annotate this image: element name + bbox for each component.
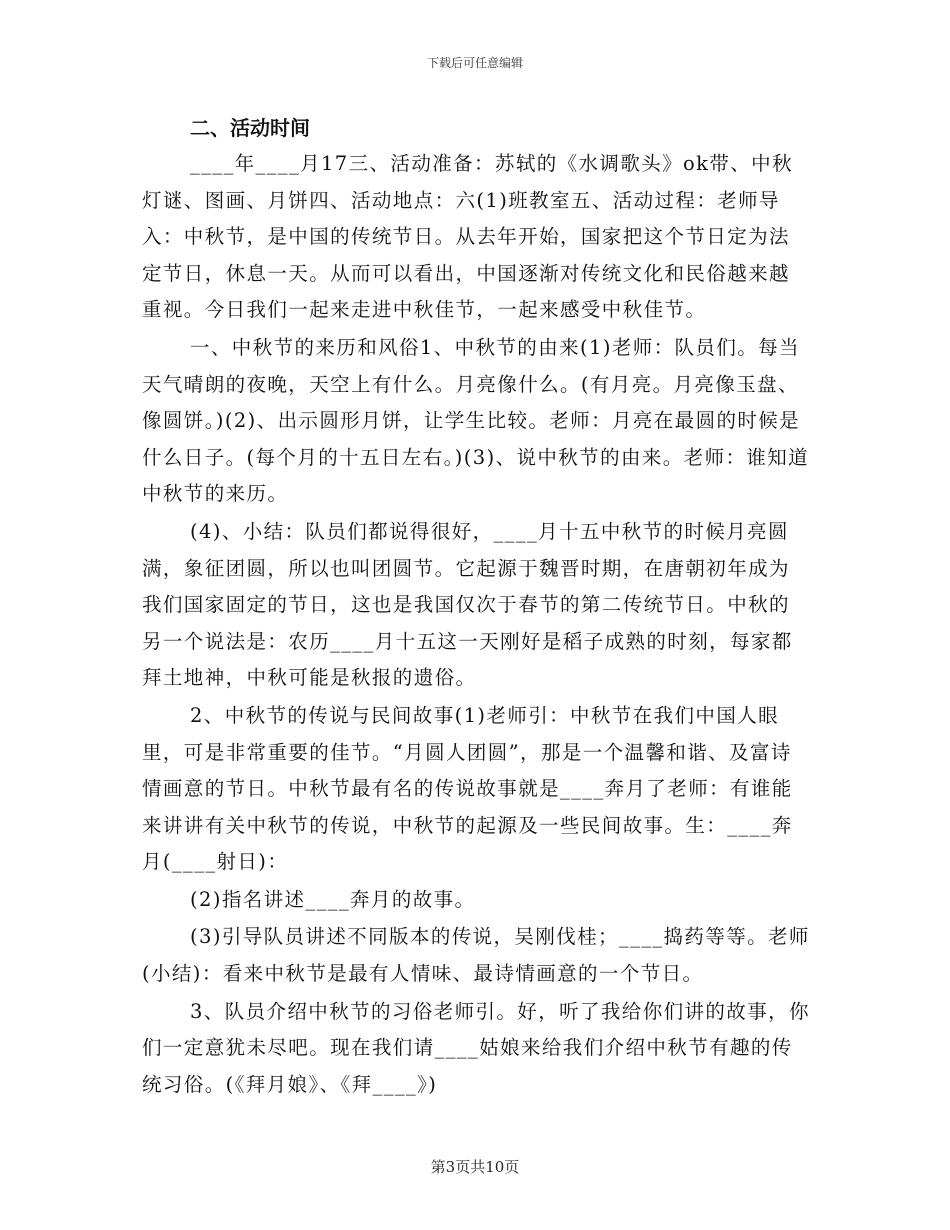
paragraph-activity-prep: ____年____月17三、活动准备：苏轼的《水调歌头》ok带、中秋灯谜、图画、月饼四、活动地点：六(1)班教室五、活动过程：老师导入：中秋节，是中国的传统节日。从去年开始，国家把这个节日定为法定节日，休息一天。从而可以看出，中国逐渐对传统文化和民俗越来越重视。今日我们一起来走进中秋佳节，一起来感受中秋佳节。 <box>142 152 793 322</box>
page-header-note: 下载后可任意编辑 <box>426 56 523 70</box>
paragraph-story-telling: (2)指名讲述____奔月的故事。 <box>190 887 476 911</box>
paragraph-versions: (3)引导队员讲述不同版本的传说，吴刚伐桂；____捣药等等。老师(小结)：看来中秋节是最有人情味、最诗情画意的一个节日。 <box>142 925 810 986</box>
document-body <box>142 110 810 1103</box>
page-number: 第3页共10页 <box>430 1158 520 1176</box>
paragraph-customs: 3、队员介绍中秋节的习俗老师引。好，听了我给你们讲的故事，你们一定意犹未尽吧。现在我们请____姑娘来给我们介绍中秋节有趣的传统习俗。(《拜月娘》、《拜____》) <box>142 999 810 1096</box>
paragraph-summary: (4)、小结：队员们都说得很好，____月十五中秋节的时候月亮圆满，象征团圆，所以也叫团圆节。它起源于魏晋时期，在唐朝初年成为我们国家固定的节日，这也是我国仅次于春节的第二传统节日。中秋的另一个说法是：农历____月十五这一天刚好是稻子成熟的时刻，每家都拜土地神，中秋可能是秋报的遗俗。 <box>142 519 793 690</box>
paragraph-legends: 2、中秋节的传说与民间故事(1)老师引：中秋节在我们中国人眼里，可是非常重要的佳节。“月圆人团圆”，那是一个温馨和谐、及富诗情画意的节日。中秋节最有名的传说故事就是____奔月了老师：有谁能来讲讲有关中秋节的传说，中秋节的起源及一些民间故事。生：____奔月(____射日)： <box>142 703 793 874</box>
paragraph-origin: 一、中秋节的来历和风俗1、中秋节的由来(1)老师：队员们。每当天气晴朗的夜晚，天空上有什么。月亮像什么。(有月亮。月亮像玉盘、像圆饼。)(2)、出示圆形月饼，让学生比较。老师：月亮在最圆的时候是什么日子。(每个月的十五日左右。)(3)、说中秋节的由来。老师：谁知道中秋节的来历。 <box>142 335 810 506</box>
section-heading: 二、活动时间 <box>190 116 310 140</box>
